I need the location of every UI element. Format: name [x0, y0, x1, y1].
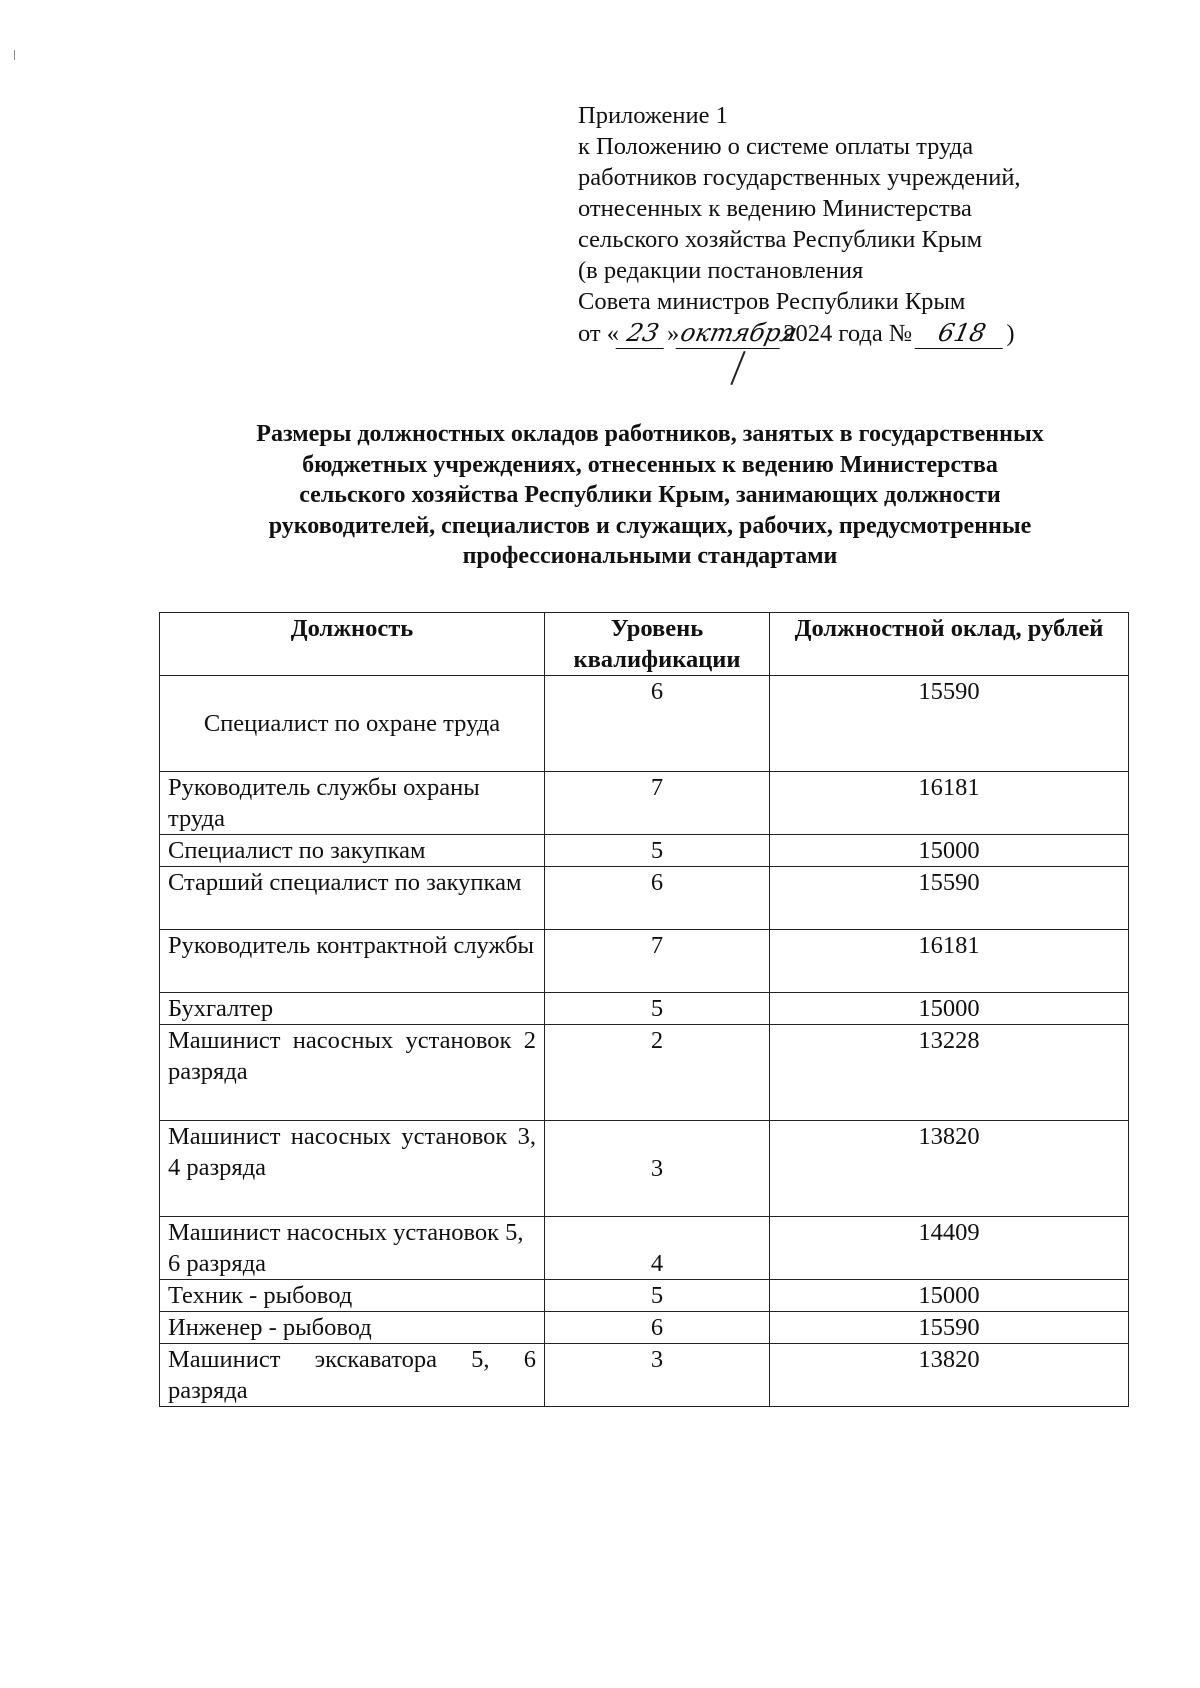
table-row — [160, 772, 1129, 835]
cell-level: 2 — [545, 1025, 770, 1121]
decree-date-line — [578, 317, 1138, 349]
cell-salary: 13228 — [770, 1025, 1129, 1121]
cell-position: Машинист насосных установок 2 разряда — [160, 1025, 545, 1121]
table-row — [160, 930, 1129, 993]
handwritten-day: 23 — [616, 317, 671, 349]
appendix-header — [578, 100, 1138, 349]
appendix-line: (в редакции постановления — [578, 257, 864, 284]
appendix-line: к Положению о системе оплаты труда — [578, 133, 974, 160]
title-line: руководителей, специалистов и служащих, рабочих, предусмотренные — [268, 512, 1032, 539]
cell-level: 7 — [545, 772, 770, 835]
appendix-line: работников государственных учреждений, — [578, 164, 1021, 191]
header-level: Уровень квалификации — [545, 613, 770, 676]
table-row — [160, 1217, 1129, 1280]
table-row — [160, 1121, 1129, 1217]
cell-position: Специалист по закупкам — [160, 835, 545, 867]
header-position: Должность — [160, 613, 545, 676]
cell-level: 6 — [545, 1312, 770, 1344]
cell-position: Бухгалтер — [160, 993, 545, 1025]
table-row — [160, 1312, 1129, 1344]
cell-level: 6 — [545, 676, 770, 772]
cell-salary: 16181 — [770, 930, 1129, 993]
cell-position: Инженер - рыбовод — [160, 1312, 545, 1344]
appendix-line: отнесенных к ведению Министерства — [578, 195, 972, 222]
title-line: сельского хозяйства Республики Крым, занимающих должности — [299, 482, 1001, 508]
cell-salary: 15000 — [770, 993, 1129, 1025]
table-row — [160, 993, 1129, 1025]
cell-level: 6 — [545, 867, 770, 930]
handwritten-decree-number: 618 — [915, 317, 1010, 349]
title-line: Размеры должностных окладов работников, занятых в государственных — [256, 421, 1044, 447]
header-salary: Должностной оклад, рублей — [770, 613, 1129, 676]
cell-salary: 14409 — [770, 1217, 1129, 1280]
handwriting-stroke — [730, 351, 745, 385]
appendix-line: сельского хозяйства Республики Крым — [578, 226, 983, 253]
title-line: профессиональными стандартами — [462, 543, 838, 569]
salary-table — [159, 612, 1129, 1407]
cell-position: Старший специалист по закупкам — [160, 867, 545, 930]
cell-salary: 15590 — [770, 1312, 1129, 1344]
date-prefix: от « — [578, 320, 620, 347]
cell-salary: 15000 — [770, 835, 1129, 867]
table-row — [160, 867, 1129, 930]
scan-artifact — [14, 50, 15, 60]
cell-position: Руководитель контрактной службы — [160, 930, 545, 993]
document-title — [160, 419, 1140, 572]
cell-position: Машинист насосных установок 5, 6 разряда — [160, 1217, 545, 1280]
cell-level: 5 — [545, 1280, 770, 1312]
date-year: 2024 года № — [783, 320, 913, 347]
cell-level: 5 — [545, 835, 770, 867]
cell-level: 7 — [545, 930, 770, 993]
cell-level: 5 — [545, 993, 770, 1025]
handwritten-month: октября — [676, 317, 787, 349]
cell-level: 3 — [545, 1344, 770, 1407]
date-close: ) — [1006, 320, 1015, 347]
table-row — [160, 835, 1129, 867]
table-row — [160, 676, 1129, 772]
table-row — [160, 1280, 1129, 1312]
cell-salary: 15590 — [770, 676, 1129, 772]
cell-position: Машинист экскаватора 5, 6 разряда — [160, 1344, 545, 1407]
cell-salary: 15000 — [770, 1280, 1129, 1312]
cell-salary: 15590 — [770, 867, 1129, 930]
table-row — [160, 1344, 1129, 1407]
title-line: бюджетных учреждениях, отнесенных к ведению Министерства — [302, 451, 998, 478]
cell-salary: 13820 — [770, 1121, 1129, 1217]
cell-salary: 13820 — [770, 1344, 1129, 1407]
appendix-line: Совета министров Республики Крым — [578, 288, 966, 315]
cell-position: Техник - рыбовод — [160, 1280, 545, 1312]
cell-salary: 16181 — [770, 772, 1129, 835]
appendix-line: Приложение 1 — [578, 102, 728, 129]
table-header-row — [160, 613, 1129, 676]
table-row — [160, 1025, 1129, 1121]
cell-position: Руководитель службы охраны труда — [160, 772, 545, 835]
cell-position: Специалист по охране труда — [160, 676, 545, 772]
date-mid: » — [667, 320, 680, 347]
cell-position: Машинист насосных установок 3, 4 разряда — [160, 1121, 545, 1217]
cell-level: 4 — [545, 1217, 770, 1280]
cell-level: 3 — [545, 1121, 770, 1217]
